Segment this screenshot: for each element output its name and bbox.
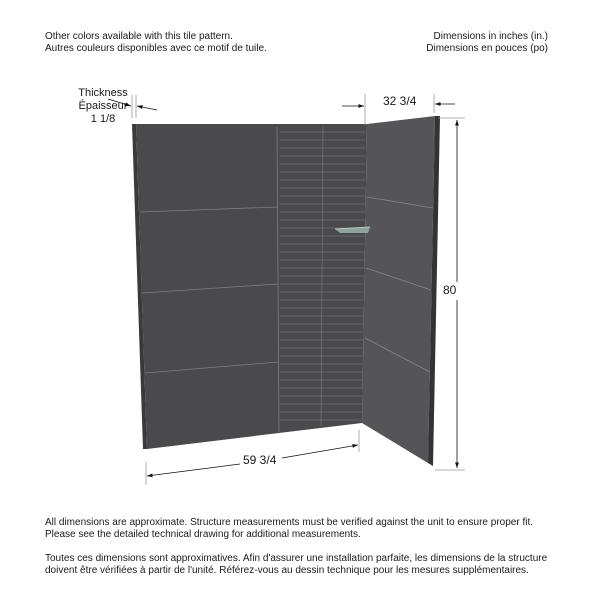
units-note-fr: Dimensions en pouces (po) — [426, 43, 548, 54]
thickness-label-en: Thickness — [78, 87, 128, 99]
back-wall — [132, 124, 367, 449]
depth-value: 32 3/4 — [383, 94, 417, 108]
side-wall — [362, 116, 440, 466]
disclaimer-fr-line1: Toutes ces dimensions sont approximatives. Afin d'assurer une installation parfaite, les dimensions de la structure — [45, 553, 548, 564]
units-note-en: Dimensions in inches (in.) — [433, 31, 548, 42]
disclaimer-en-line2: Please see the detailed technical drawing for additional measurements. — [45, 529, 361, 540]
color-note-en: Other colors available with this tile pattern. — [45, 31, 233, 42]
color-note-fr: Autres couleurs disponibles avec ce motif de tuile. — [45, 43, 267, 54]
disclaimer-en-line1: All dimensions are approximate. Structure measurements must be verified against the unit to ensure proper fit. — [45, 517, 534, 528]
height-value: 80 — [443, 283, 457, 297]
thickness-dimension — [108, 95, 157, 118]
thickness-value: 1 1/8 — [90, 113, 116, 125]
thickness-label-fr: Épaisseur — [78, 100, 128, 112]
disclaimer-fr-line2: doivent être vérifiées à partir de l'unité. Référez-vous au dessin technique pour les mesures supplémentaires. — [45, 565, 529, 576]
disclaimer-en — [45, 517, 547, 541]
disclaimer-fr — [45, 553, 547, 577]
disclaimer — [45, 517, 547, 589]
width-value: 59 3/4 — [243, 453, 277, 467]
